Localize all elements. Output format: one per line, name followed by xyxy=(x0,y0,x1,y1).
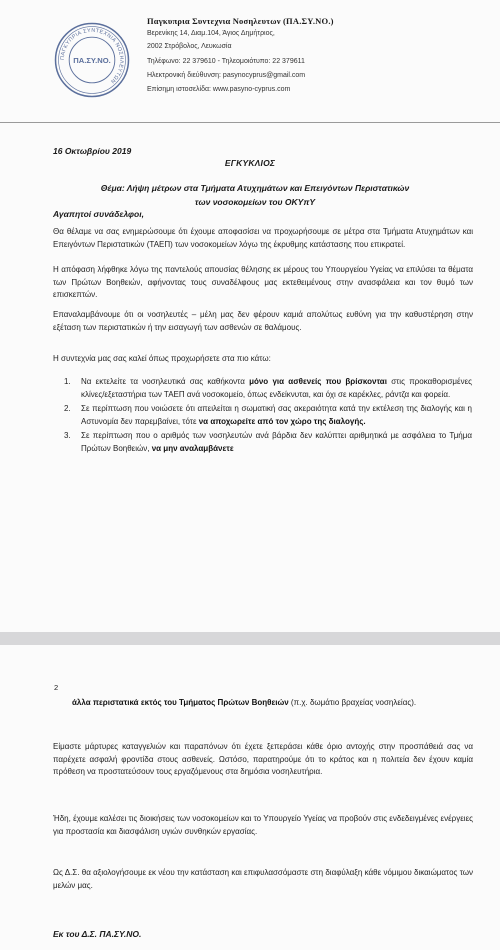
address-line-1: Βερενίκης 14, Διαμ.104, Άγιος Δημήτριος, xyxy=(147,30,275,37)
union-seal-logo xyxy=(54,22,130,98)
subject-line-1: Θέμα: Λήψη μέτρων στα Τμήματα Ατυχημάτων και Επειγόντων Περιστατικών xyxy=(100,183,410,193)
measure-number: 1. xyxy=(64,377,71,386)
letter-date: 16 Οκτωβρίου 2019 xyxy=(53,146,132,156)
page-separator xyxy=(0,632,500,645)
measure-item-3: 3. Σε περίπτωση που ο αριθμός των νοσηλευτών ανά βάρδια δεν καλύπτει αριθμητικά με ασφάλεια το Τμήμα Πρώτων Βοηθειών, να μην αναλαμβάνετε xyxy=(64,431,472,453)
measure-number: 2. xyxy=(64,404,71,414)
signature-line: Εκ του Δ.Σ. ΠΑ.ΣΥ.ΝΟ. xyxy=(53,929,142,939)
paragraph-administrations: Ήδη, έχουμε καλέσει τις διοικήσεις των νοσοκομείων και το Υπουργείο Υγείας να προβούν στις ενδεδειγμένες ενέργειες για προστασία και διασφάλιση υγιών συνθηκών εργασίας. xyxy=(53,814,473,836)
paragraph-responsibility: Επαναλαμβάνουμε ότι οι νοσηλευτές – μέλη μας δεν φέρουν καμιά απολύτως ευθύνη για την καθυστέρηση στην εξέταση των περιστατικών ή την εισαγωγή των ασθενών σε θαλάμους. xyxy=(53,310,473,332)
page-number: 2 xyxy=(54,683,59,692)
svg-text:ΠΑ.ΣΥ.ΝΟ.: ΠΑ.ΣΥ.ΝΟ. xyxy=(73,56,111,66)
paragraph-testimony: Είμαστε μάρτυρες καταγγελιών και παραπόνων ότι έχετε ξεπεράσει κάθε όριο αντοχής στην προσπάθειά σας να παρέχετε ασφαλή φροντίδα στους ασθενείς. Ωστόσο, παρατηρούμε ότι το κράτος και η πολιτεία δεν έχουν καμία πρόθεση να προστατεύσουν τους εργαζόμενους στα δημόσια νοσηλευτήρια. xyxy=(53,742,473,776)
measures-list xyxy=(54,376,472,458)
measure-item-2: 2. Σε περίπτωση που νοιώσετε ότι απειλείται η σωματική σας ακεραιότητα κατά την εκτέλεση της διαλογής και η Αστυνομία δεν παρεμβαίνει, τότε να αποχωρείτε από τον χώρο της διαλογής. xyxy=(64,404,472,426)
paragraph-call-to-action: Η συντεχνία μας σας καλεί όπως προχωρήσετε στα πιο κάτω: xyxy=(53,354,271,363)
measure-item-1: 1. Να εκτελείτε τα νοσηλευτικά σας καθήκοντα μόνο για ασθενείς που βρίσκονται στις προκαθορισμένες κλίνες/εξεταστήρια των ΤΑΕΠ ανά νοσοκομείο, όπως ενδείκνυται, και όχι σε καρέκλες, ράντζα και φορεία. xyxy=(64,377,473,399)
greeting: Αγαπητοί συνάδελφοι, xyxy=(53,209,144,219)
circular-title: ΕΓΚΥΚΛΙΟΣ xyxy=(224,158,276,168)
subject-line-2: των νοσοκομείων του ΟΚΥπΥ xyxy=(194,197,316,207)
organization-name: Παγκυπρια Συντεχνια Νοσηλευτων (ΠΑ.ΣΥ.ΝΟ.) xyxy=(147,16,334,26)
paragraph-intro: Θα θέλαμε να σας ενημερώσουμε ότι έχουμε αποφασίσει να προχωρήσουμε σε μέτρα στα Τμήματα Ατυχημάτων και Επειγόντων Περιστατικών (ΤΑΕΠ) των νοσοκομείων λόγω της έκρυθμης κατάστασης που επικρατεί. xyxy=(53,227,473,249)
measure-item-3-continuation: άλλα περιστατικά εκτός του Τμήματος Πρώτων Βοηθειών (π.χ. δωμάτιο βραχείας νοσηλείας). xyxy=(72,698,417,707)
paragraph-reassessment: Ως Δ.Σ. θα αξιολογήσουμε εκ νέου την κατάσταση και επιφυλασσόμαστε στη διαφύλαξη κάθε νόμιμου δικαιώματος των μελών μας. xyxy=(53,868,473,890)
subject-line xyxy=(40,181,470,209)
header-divider xyxy=(0,122,500,123)
phone-fax-line: Τηλέφωνο: 22 379610 - Τηλεομοιότυπο: 22 379611 xyxy=(147,58,305,65)
svg-text:ΠΑΓΚΥΠΡΙΑ ΣΥΝΤΕΧΝΙΑ ΝΟΣΗΛΕΥΤΩΝ: ΠΑΓΚΥΠΡΙΑ ΣΥΝΤΕΧΝΙΑ ΝΟΣΗΛΕΥΤΩΝ xyxy=(59,27,125,85)
website-line: Επίσημη ιστοσελίδα: www.pasyno-cyprus.com xyxy=(147,86,291,93)
email-line: Ηλεκτρονική διεύθυνση: pasynocyprus@gmail.com xyxy=(147,72,306,79)
measure-number: 3. xyxy=(64,431,71,441)
paragraph-reason: Η απόφαση λήφθηκε λόγω της παντελούς απουσίας θέλησης εκ μέρους του Υπουργείου Υγείας να επιλύσει τα θέματα των Πρώτων Βοηθειών, αφήνοντας τους συναδέλφους μας εκτεθειμένους στην ανασφάλεια και τον θυμό των επισκεπτών. xyxy=(53,265,473,299)
document-page-2 xyxy=(0,645,500,950)
address-line-2: 2002 Στρόβολος, Λευκωσία xyxy=(147,43,232,50)
